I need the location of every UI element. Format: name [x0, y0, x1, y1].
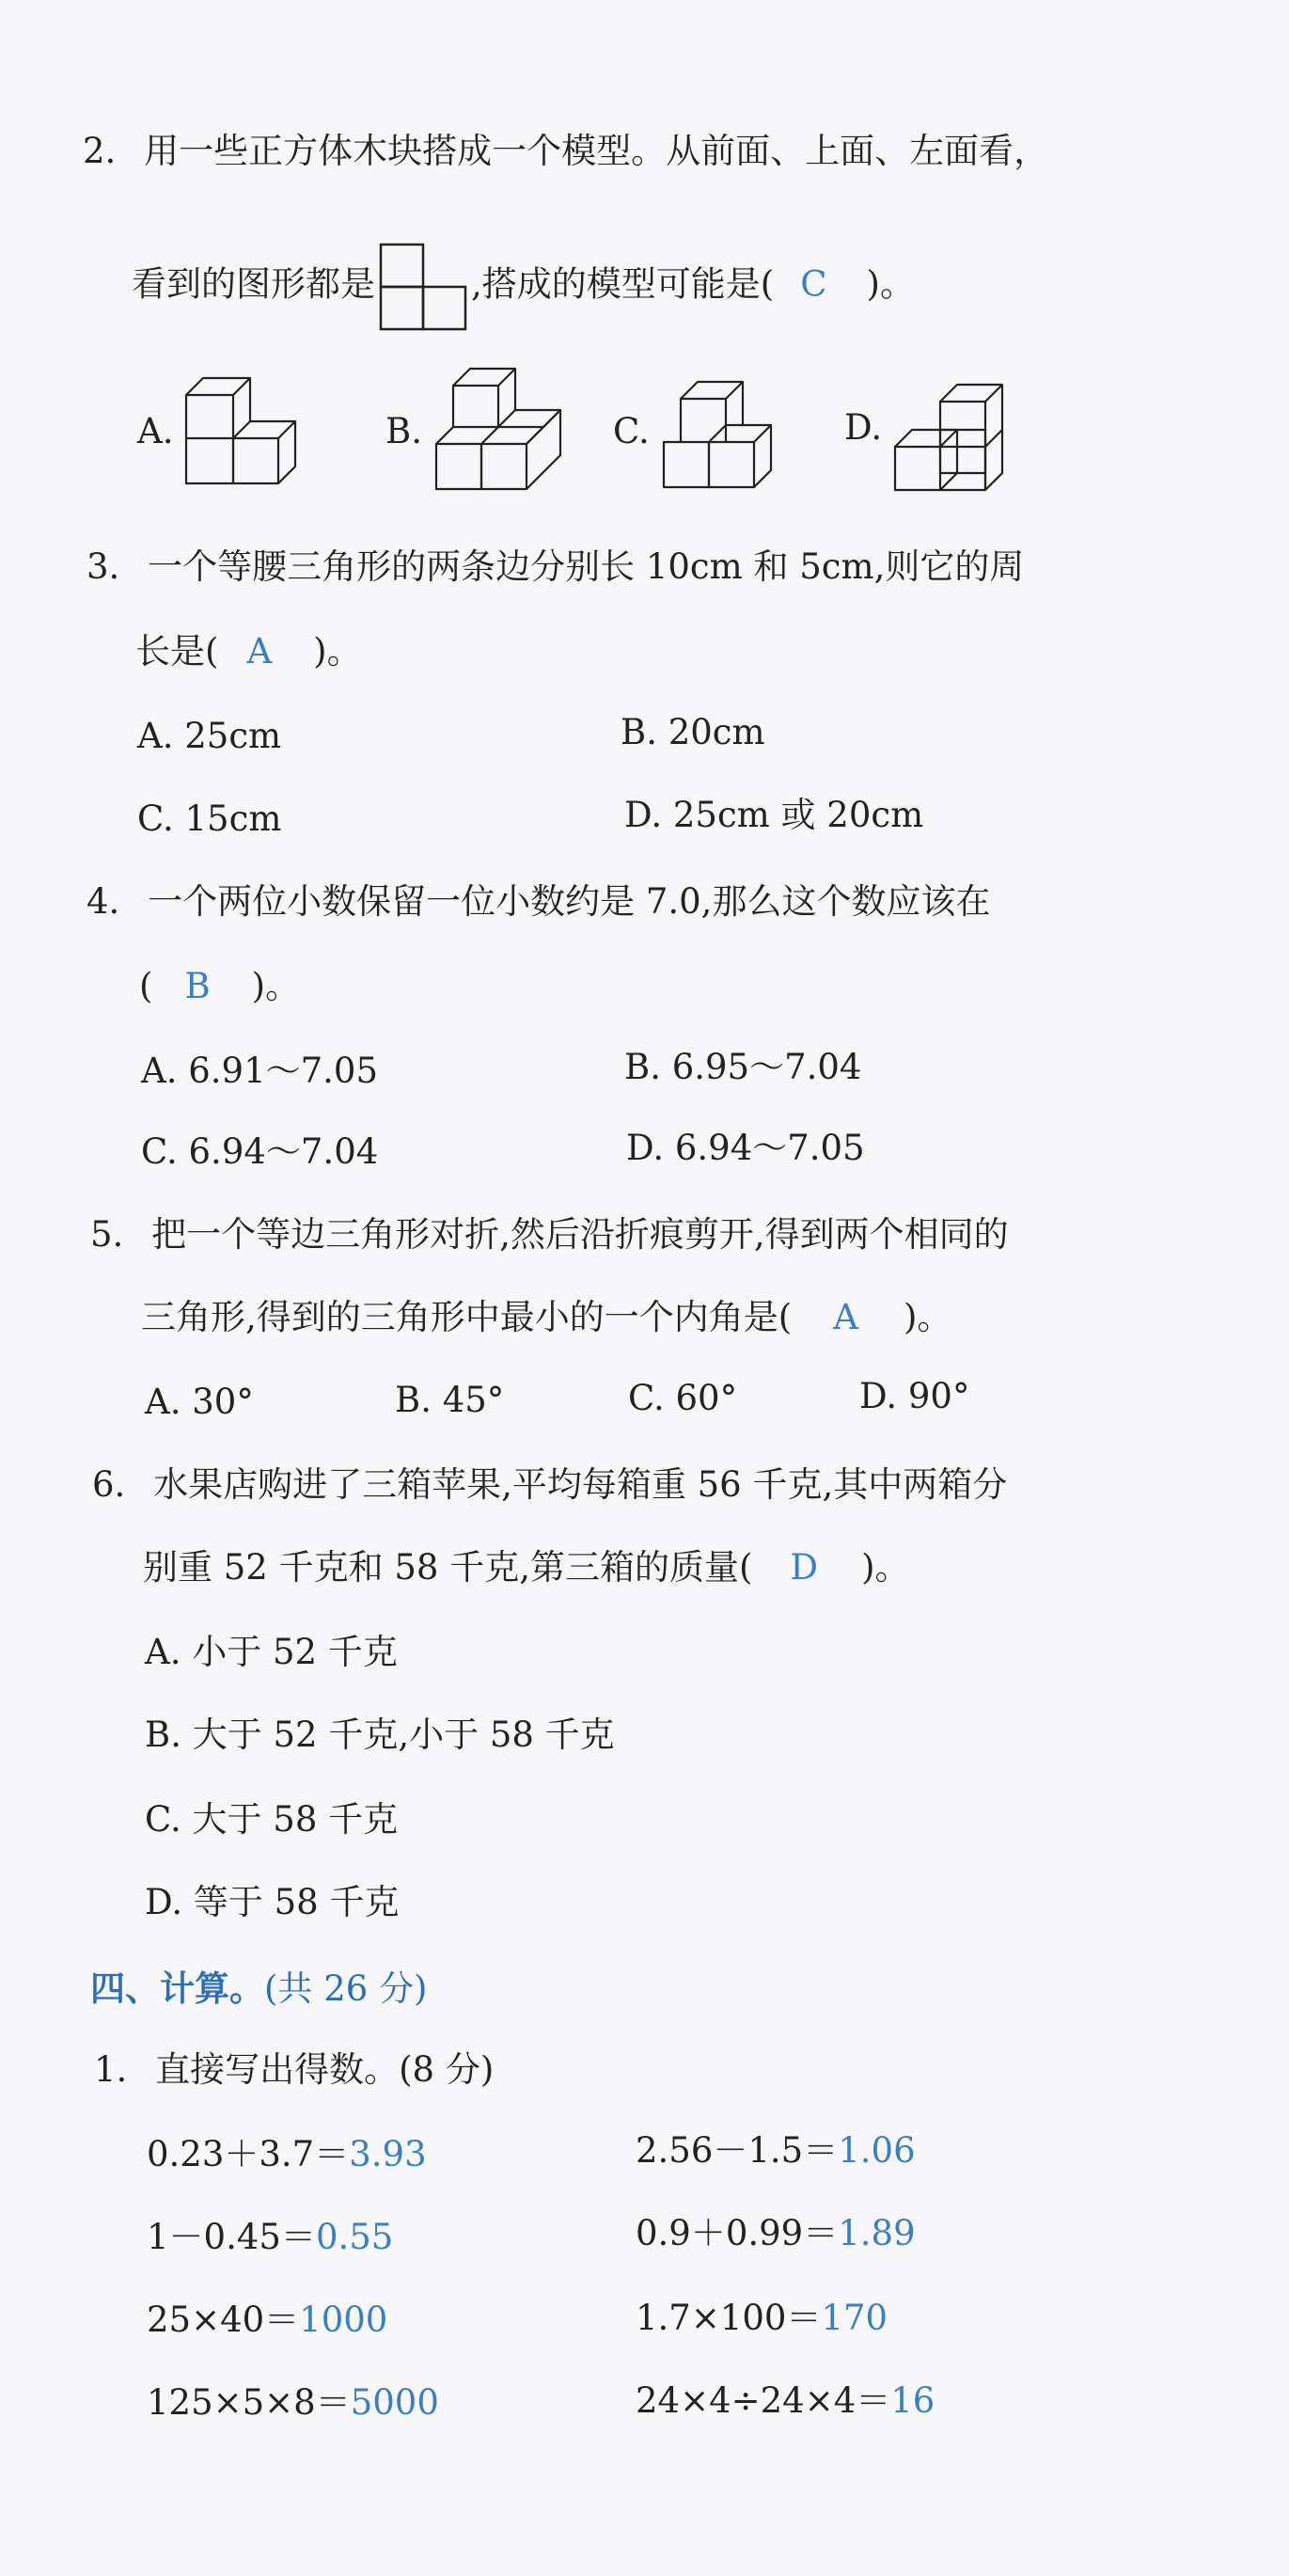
q6-line2 [143, 1547, 910, 1588]
q5-answer: A [833, 1297, 858, 1337]
section-4-heading [90, 1968, 428, 2009]
q2-option-a-label: A. [137, 411, 174, 451]
calc-expr: 0.23＋3.7＝ [147, 2134, 350, 2174]
q4-text-b: )。 [251, 966, 301, 1006]
q3-option-d: D. 25cm 或 20cm [624, 795, 924, 835]
q2-answer: C [800, 263, 827, 305]
view-shape-figure [379, 243, 467, 331]
calc-item [147, 2299, 388, 2340]
q6-answer: D [790, 1547, 819, 1588]
q4-answer: B [184, 966, 211, 1006]
q2-option-c-label: C. [613, 411, 650, 451]
q5-text-a: 三角形,得到的三角形中最小的一个内角是( [141, 1297, 793, 1337]
q3-line1 [86, 546, 1025, 587]
calc1-title: 直接写出得数。(8 分) [155, 2049, 495, 2090]
calc1-title-line [94, 2049, 495, 2090]
calc-expr: 0.9＋0.99＝ [636, 2213, 839, 2253]
calc-item [147, 2134, 427, 2174]
calc-answer: 1.06 [838, 2130, 916, 2171]
q3-option-a: A. 25cm [137, 716, 282, 756]
q4-option-b: B. 6.95～7.04 [624, 1047, 862, 1087]
calc-answer: 3.93 [349, 2134, 427, 2174]
q6-number: 6. [92, 1464, 126, 1505]
q2-option-c-figure [662, 365, 777, 491]
q4-line1 [86, 881, 991, 922]
q3-option-b: B. 20cm [621, 712, 765, 752]
calc-expr: 24×4÷24×4＝ [636, 2380, 891, 2421]
q3-text: 一个等腰三角形的两条边分别长 10cm 和 5cm,则它的周 [148, 546, 1025, 587]
q6-text-b: )。 [861, 1547, 910, 1588]
q2-option-a-figure [184, 376, 299, 491]
q6-text: 水果店购进了三箱苹果,平均每箱重 56 千克,其中两箱分 [153, 1464, 1008, 1505]
q2-text: 用一些正方体木块搭成一个模型。从前面、上面、左面看， [144, 131, 1049, 171]
q3-number: 3. [86, 546, 120, 587]
calc-expr: 1－0.45＝ [147, 2217, 316, 2257]
calc-item [636, 2213, 916, 2253]
calc-item [636, 2298, 888, 2338]
q6-line1 [92, 1464, 1008, 1505]
calc-answer: 170 [821, 2298, 888, 2338]
q2-option-d-label: D. [844, 407, 883, 448]
q2-line1 [83, 131, 1049, 171]
q3-answer: A [246, 631, 273, 672]
q4-number: 4. [86, 881, 120, 922]
q3-option-c: C. 15cm [137, 798, 282, 839]
section-4-title: 四、计算。 [90, 1968, 264, 2009]
calc-answer: 16 [890, 2380, 935, 2421]
q4-option-d: D. 6.94～7.05 [626, 1128, 865, 1168]
calc-item [147, 2217, 394, 2257]
calc-answer: 1.89 [838, 2213, 916, 2253]
calc-answer: 0.55 [315, 2217, 394, 2257]
q2-text-a: 看到的图形都是 [132, 263, 375, 305]
q5-option-b: B. 45° [395, 1380, 505, 1420]
calc-answer: 1000 [299, 2299, 388, 2340]
q3-text-b: )。 [313, 631, 362, 672]
calc-expr: 25×40＝ [147, 2299, 300, 2340]
calc-expr: 125×5×8＝ [147, 2382, 351, 2423]
calc-expr: 1.7×100＝ [636, 2298, 822, 2338]
q5-text: 把一个等边三角形对折,然后沿折痕剪开,得到两个相同的 [151, 1214, 1009, 1255]
q5-number: 5. [90, 1214, 124, 1255]
q6-text-a: 别重 52 千克和 58 千克,第三箱的质量( [143, 1547, 753, 1588]
q5-option-c: C. 60° [628, 1378, 738, 1418]
q5-line2 [141, 1297, 952, 1337]
q4-option-a: A. 6.91～7.05 [141, 1051, 379, 1091]
q5-text-b: )。 [903, 1297, 952, 1337]
q2-option-b-figure [434, 367, 564, 493]
calc-item [636, 2380, 935, 2421]
q2-option-d-figure [893, 362, 1023, 494]
q5-option-d: D. 90° [859, 1376, 970, 1416]
calc-item [636, 2130, 916, 2171]
q5-line1 [90, 1214, 1009, 1255]
q2-text-c: )。 [866, 263, 915, 305]
calc-item [147, 2382, 439, 2423]
q2-line2 [132, 243, 915, 331]
q2-number: 2. [83, 131, 117, 171]
calc-expr: 2.56－1.5＝ [636, 2130, 839, 2171]
q2-text-b: ,搭成的模型可能是( [471, 263, 775, 305]
q4-text-a: ( [139, 966, 153, 1006]
q4-text: 一个两位小数保留一位小数约是 7.0,那么这个数应该在 [148, 881, 991, 922]
q6-option-b: B. 大于 52 千克,小于 58 千克 [145, 1715, 615, 1755]
q4-line2 [139, 966, 301, 1006]
calc1-number: 1. [94, 2049, 128, 2090]
q2-option-b-label: B. [385, 411, 422, 451]
calc-answer: 5000 [350, 2382, 439, 2423]
section-4-points: (共 26 分) [264, 1968, 428, 2009]
q5-option-a: A. 30° [145, 1382, 254, 1422]
q6-option-a: A. 小于 52 千克 [145, 1632, 398, 1672]
q6-option-c: C. 大于 58 千克 [145, 1799, 399, 1840]
q4-option-c: C. 6.94～7.04 [141, 1131, 379, 1172]
q3-line2 [135, 631, 362, 672]
q6-option-d: D. 等于 58 千克 [145, 1882, 400, 1922]
q3-text-a: 长是( [135, 631, 219, 672]
